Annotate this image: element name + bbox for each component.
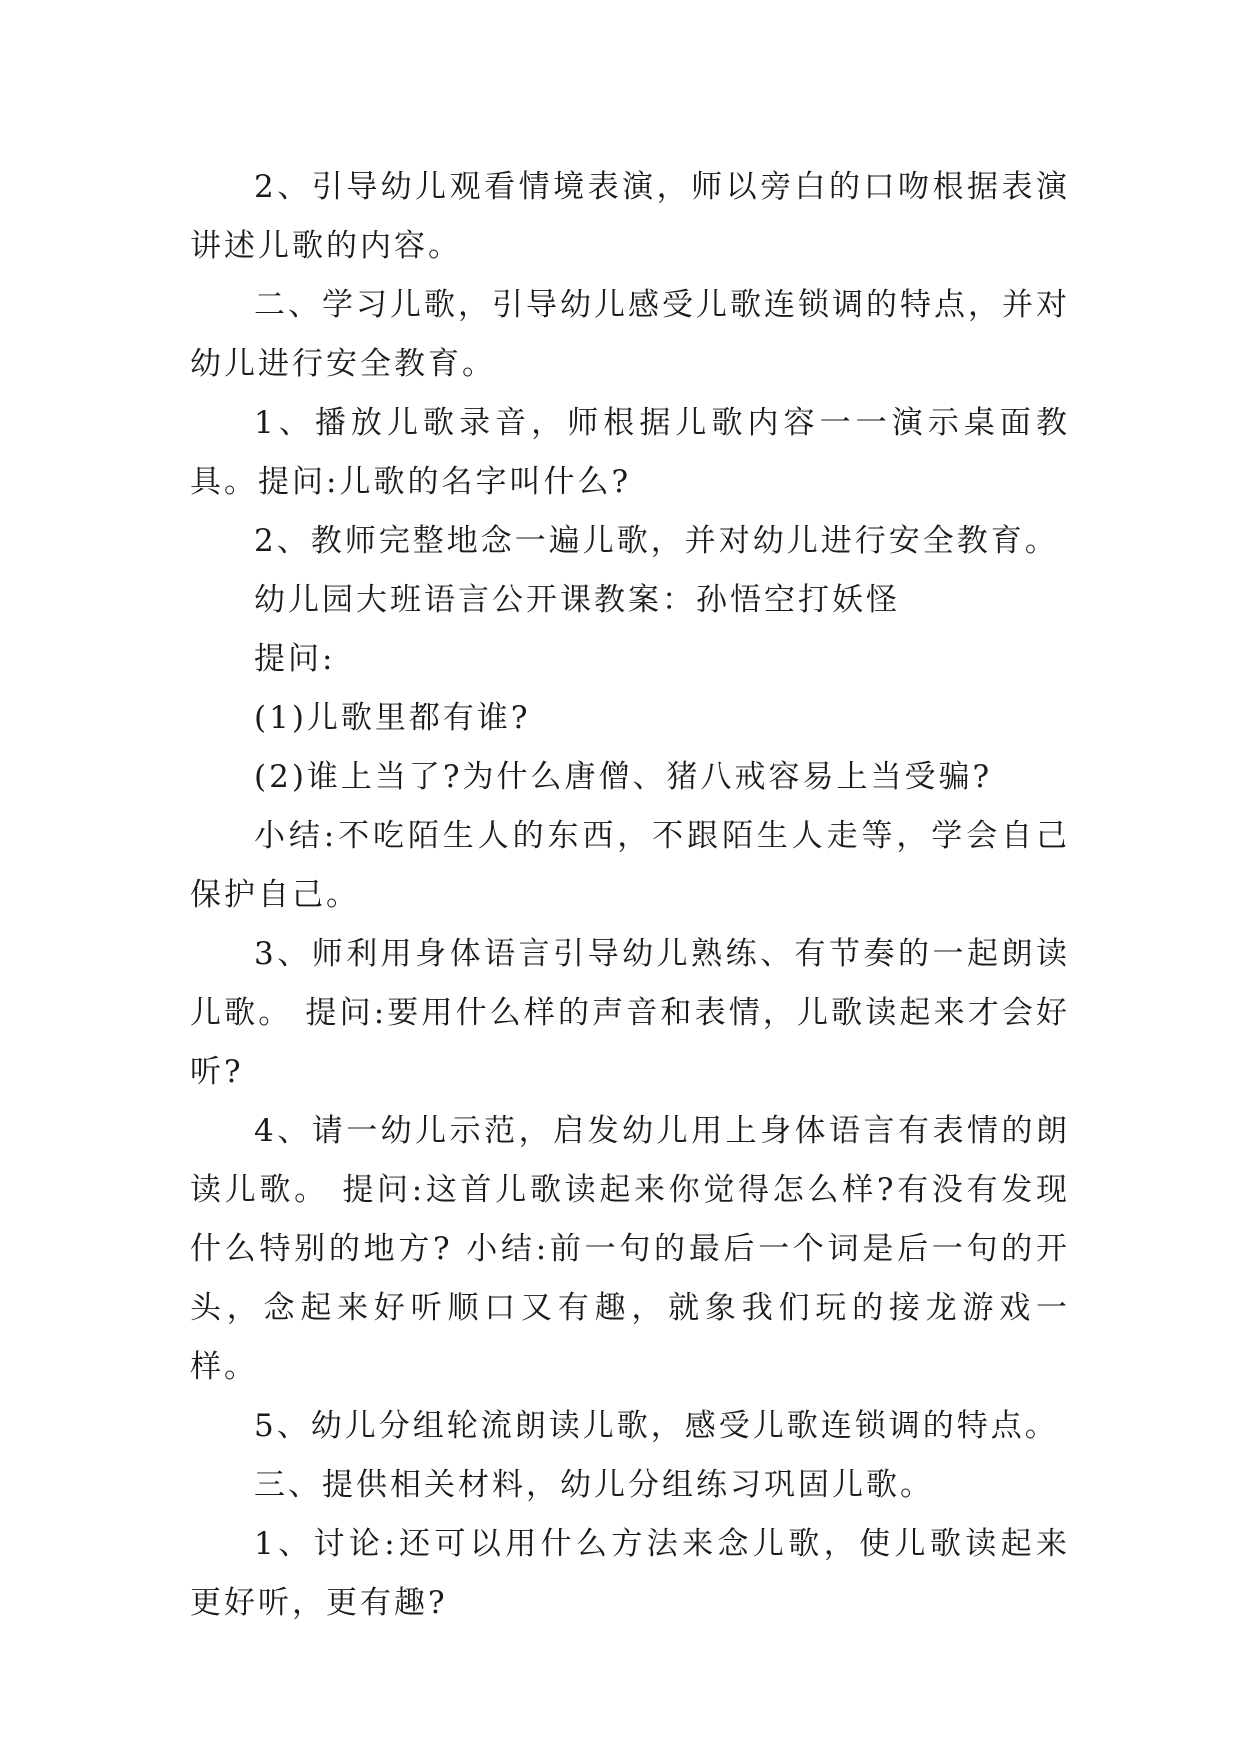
paragraph-4: 2、教师完整地念一遍儿歌，并对幼儿进行安全教育。 [254, 523, 1059, 559]
paragraph-1: 2、引导幼儿观看情境表演，师以旁白的口吻根据表演讲述儿歌的内容。 [190, 169, 1070, 264]
paragraph-8: (2)谁上当了?为什么唐僧、猪八戒容易上当受骗? [254, 759, 993, 795]
document-body [190, 158, 1070, 1633]
paragraph-3: 1、播放儿歌录音，师根据儿歌内容一一演示桌面教具。提问:儿歌的名字叫什么? [190, 405, 1070, 500]
paragraph-5: 幼儿园大班语言公开课教案：孙悟空打妖怪 [254, 582, 900, 618]
paragraph-13: 三、提供相关材料，幼儿分组练习巩固儿歌。 [254, 1467, 934, 1503]
paragraph-12: 5、幼儿分组轮流朗读儿歌，感受儿歌连锁调的特点。 [254, 1408, 1059, 1444]
paragraph-11: 4、请一幼儿示范，启发幼儿用上身体语言有表情的朗读儿歌。 提问:这首儿歌读起来你觉得怎么样?有没有发现什么特别的地方? 小结:前一句的最后一个词是后一句的开头，念起来好听顺口又有趣，就象我们玩的接龙游戏一样。 [190, 1113, 1070, 1385]
paragraph-2: 二、学习儿歌，引导幼儿感受儿歌连锁调的特点，并对幼儿进行安全教育。 [190, 287, 1070, 382]
paragraph-14: 1、讨论:还可以用什么方法来念儿歌，使儿歌读起来更好听，更有趣? [190, 1526, 1070, 1621]
paragraph-6: 提问: [254, 641, 336, 677]
paragraph-10: 3、师利用身体语言引导幼儿熟练、有节奏的一起朗读儿歌。 提问:要用什么样的声音和表情，儿歌读起来才会好听? [190, 936, 1070, 1090]
paragraph-9: 小结:不吃陌生人的东西，不跟陌生人走等，学会自己保护自己。 [190, 818, 1070, 913]
paragraph-7: (1)儿歌里都有谁? [254, 700, 531, 736]
